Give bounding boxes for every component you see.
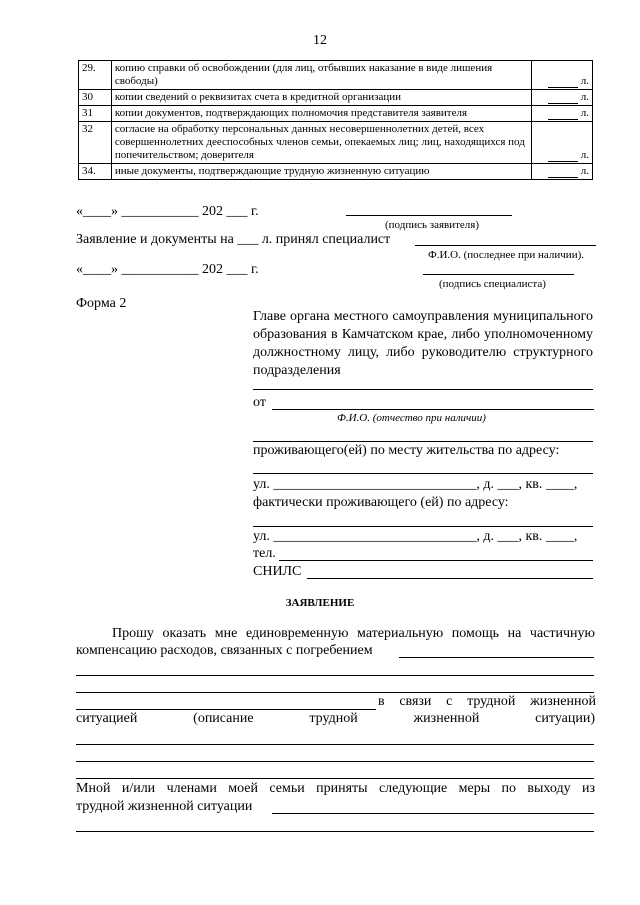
- fio-caption: Ф.И.О. (отчество при наличии): [337, 412, 486, 424]
- street-line-actual: ул. _____________________________, д. ___, кв. ____,: [253, 529, 578, 544]
- accepted-by-specialist-text: Заявление и документы на ___ л. принял специалист: [76, 232, 391, 247]
- row-document-text: копии сведений о реквизитах счета в кредитной организации: [111, 90, 531, 106]
- phone-line: [279, 560, 593, 561]
- row-number: 29.: [79, 61, 112, 90]
- row-page-count: [532, 61, 593, 90]
- specialist-signature-line: [423, 274, 574, 275]
- blank-line-6: [76, 778, 594, 779]
- table-row: [79, 61, 593, 90]
- row-number: 32: [79, 122, 112, 164]
- snils-line: [307, 578, 593, 579]
- row-document-text: копию справки об освобождении (для лиц, отбывших наказание в виде лишения свободы): [111, 61, 531, 90]
- table-row: [79, 122, 593, 164]
- blank-line-7: [76, 831, 594, 832]
- specialist-name-line: [415, 245, 596, 246]
- page-unit: л.: [580, 75, 589, 87]
- row-page-count: [532, 122, 593, 164]
- row-page-count: [532, 164, 593, 180]
- date-line-specialist: «____» ___________ 202 ___ г.: [76, 262, 259, 277]
- request-text-line-2: компенсацию расходов, связанных с погребением: [76, 643, 373, 658]
- blank-line-3: [76, 709, 376, 710]
- page-count-blank: [548, 92, 578, 104]
- specialist-signature-caption: (подпись специалиста): [439, 278, 546, 290]
- page-unit: л.: [580, 107, 589, 119]
- table-row: [79, 164, 593, 180]
- page-count-blank: [548, 108, 578, 120]
- blank-line-4: [76, 744, 594, 745]
- request-text-line-1: Прошу оказать мне единовременную материальную помощь на частичную: [112, 626, 595, 641]
- row-document-text: иные документы, подтверждающие трудную жизненную ситуацию: [111, 164, 531, 180]
- row-number: 34.: [79, 164, 112, 180]
- measures-text-line-1: Мной и/или членами моей семьи приняты следующие меры по выходу из: [76, 781, 595, 796]
- residence-address-line: [253, 473, 593, 474]
- blank-line-1: [76, 675, 594, 676]
- actual-residence-label: фактически проживающего (ей) по адресу:: [253, 495, 509, 510]
- table-row: [79, 90, 593, 106]
- applicant-signature-line: [346, 215, 512, 216]
- specialist-fio-caption: Ф.И.О. (последнее при наличии).: [428, 249, 584, 261]
- page-count-blank: [548, 76, 578, 88]
- situation-description-text: ситуацией (описание трудной жизненной ситуации): [76, 711, 595, 726]
- situation-tail-text: в связи с трудной жизненной: [378, 694, 596, 709]
- page-unit: л.: [580, 149, 589, 161]
- page-number: 12: [313, 33, 327, 48]
- residence-label: проживающего(ей) по месту жительства по адресу:: [253, 443, 560, 458]
- row-number: 30: [79, 90, 112, 106]
- addressee-extra-line: [253, 389, 593, 390]
- measures-line: [272, 813, 594, 814]
- fio-extra-line: [253, 441, 593, 442]
- phone-label: тел.: [253, 546, 276, 561]
- snils-label: СНИЛС: [253, 564, 302, 579]
- page-unit: л.: [580, 91, 589, 103]
- page-unit: л.: [580, 165, 589, 177]
- page-count-blank: [548, 150, 578, 162]
- applicant-signature-caption: (подпись заявителя): [385, 219, 480, 231]
- blank-line-2: [76, 692, 594, 693]
- street-line-residence: ул. _____________________________, д. ___, кв. ____,: [253, 477, 578, 492]
- row-document-text: согласие на обработку персональных данных несовершеннолетних детей, всех совершеннолетних дееспособных членов семьи, опекаемых лиц; лиц, находящихся под попечительством; доверителя: [111, 122, 531, 164]
- row-number: 31: [79, 106, 112, 122]
- row-page-count: [532, 90, 593, 106]
- actual-address-line: [253, 526, 593, 527]
- measures-text-line-2: трудной жизненной ситуации: [76, 799, 253, 814]
- table-row: [79, 106, 593, 122]
- date-line-applicant: «____» ___________ 202 ___ г.: [76, 204, 259, 219]
- burial-expense-line: [399, 657, 594, 658]
- form-label: Форма 2: [76, 296, 127, 311]
- statement-title: ЗАЯВЛЕНИЕ: [285, 597, 355, 609]
- row-page-count: [532, 106, 593, 122]
- from-label: от: [253, 395, 266, 410]
- from-fio-line: [272, 409, 594, 410]
- addressee-block: Главе органа местного самоуправления муниципального образования в Камчатском крае, либо уполномоченному должностному лицу, либо руководителю структурного подразделения: [253, 309, 593, 378]
- blank-line-5: [76, 761, 594, 762]
- row-document-text: копии документов, подтверждающих полномочия представителя заявителя: [111, 106, 531, 122]
- documents-table: [78, 60, 593, 180]
- page-count-blank: [548, 166, 578, 178]
